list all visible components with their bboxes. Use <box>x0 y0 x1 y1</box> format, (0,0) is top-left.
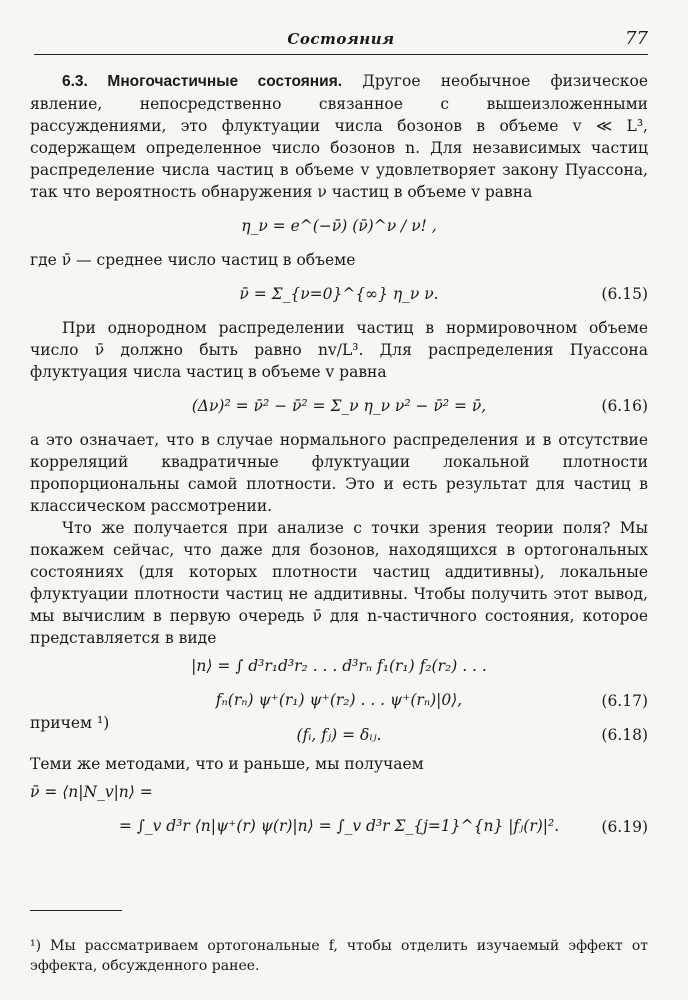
paragraph-meaning: а это означает, что в случае нормального распределения и в отсутствие корреляций квадратичные флуктуации локальной плотности пропорциональны самой плотности. Это и есть результат для частиц в классическом рассмотрении. <box>30 431 648 515</box>
formula-line-2: fₙ(rₙ) ψ⁺(r₁) ψ⁺(r₂) . . . ψ⁺(rₙ)|0⟩, <box>215 691 463 709</box>
paragraph-where: где ν̄ — среднее число частиц в объеме <box>30 251 356 269</box>
formula-line-2: = ∫_v d³r ⟨n|ψ⁺(r) ψ(r)|n⟩ = ∫_v d³r Σ_{j=1}^{n} |fⱼ(r)|². <box>118 817 560 835</box>
paragraph-intro <box>30 70 648 203</box>
equation-number: (6.16) <box>601 397 648 415</box>
formula-6-17 <box>30 649 648 717</box>
formula-6-18 <box>30 714 648 753</box>
section-title: 6.3. Многочастичные состояния. <box>62 73 343 90</box>
page-number: 77 <box>625 28 648 49</box>
paragraph-uniform: При однородном распределении частиц в нормировочном объеме число ν̄ должно быть равно nv/L³. Для распределения Пуассона флуктуация числа частиц в объеме v равна <box>30 319 648 381</box>
formula-6-19 <box>30 775 648 843</box>
formula-text: ν̄ = Σ_{ν=0}^{∞} η_ν ν. <box>239 285 439 303</box>
prichem-label: причем ¹) <box>30 714 110 732</box>
formula-text: η_ν = e^(−ν̄) (ν̄)^ν / ν! , <box>241 217 437 235</box>
page-body <box>30 70 648 843</box>
formula-6-15 <box>30 271 648 317</box>
formula-text: (fᵢ, fⱼ) = δᵢⱼ. <box>296 726 382 744</box>
equation-number: (6.15) <box>601 285 648 303</box>
equation-number: (6.19) <box>601 818 648 836</box>
paragraph-methods: Теми же методами, что и раньше, мы получаем <box>30 755 424 773</box>
running-title: Состояния <box>287 30 395 48</box>
equation-number: (6.17) <box>601 692 648 710</box>
paragraph-field-theory: Что же получается при анализе с точки зрения теории поля? Мы покажем сейчас, что даже для бозонов, находящихся в ортогональных состояниях (для которых плотности частиц аддитивны), локальные флуктуации плотности частиц не аддитивны. Чтобы получить этот вывод, мы вычислим в первую очередь ν̄ для n-частичного состояния, которое представляется в виде <box>30 519 648 647</box>
formula-text: (Δν)² = ν̄² − ν̄² = Σ_ν η_ν ν² − ν̄² = ν̄, <box>191 397 487 415</box>
footnote: ¹) Мы рассматриваем ортогональные f, чтобы отделить изучаемый эффект от эффекта, обсужденного ранее. <box>30 938 648 974</box>
equation-number: (6.18) <box>601 726 648 744</box>
formula-line-1: ν̄ = ⟨n|N_v|n⟩ = <box>30 783 153 801</box>
running-header <box>34 28 648 55</box>
formula-6-16 <box>30 383 648 429</box>
footnote-divider <box>30 910 122 911</box>
formula-line-1: |n⟩ = ∫ d³r₁d³r₂ . . . d³rₙ f₁(r₁) f₂(r₂) . . . <box>191 657 487 675</box>
paragraph-text: Другое необычное физическое явление, непосредственно связанное с вышеизложенными рассуждениями, это флуктуации числа бозонов в объеме v ≪ L³, содержащем определенное число бозонов n. Для независимых частиц распределение числа частиц в объеме v удовлетворяет закону Пуассона, так что вероятность обнаружения ν частиц в объеме v равна <box>30 72 648 201</box>
formula-poisson <box>30 203 648 249</box>
